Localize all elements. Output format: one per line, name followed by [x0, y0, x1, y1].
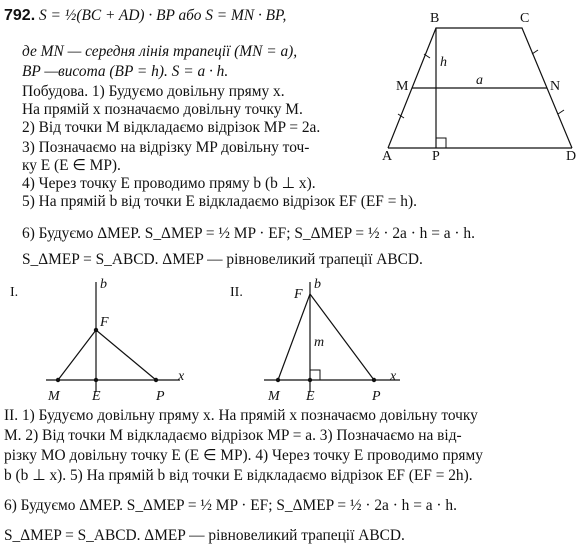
label-C: C — [520, 11, 530, 26]
label-h: h — [440, 55, 447, 70]
problem-line-6: 2) Від точки M відкладаємо відрізок MP = 2a. — [22, 119, 321, 136]
problem-line-3: BP —висота (BP = h). S = a · h. — [22, 63, 229, 80]
problem-number: 792. — [4, 7, 36, 24]
part2-line-1: II. 1) Будуємо довільну пряму x. На прямій x позначаємо довільну точку — [4, 407, 478, 424]
part2-line-5: 6) Будуємо ΔMEP. S_ΔMEP = ½ MP · EF; S_ΔMEP = ½ · 2a · h = a · h. — [4, 497, 457, 514]
fig2-m: m — [314, 335, 325, 350]
fig2-x: x — [390, 369, 397, 384]
problem-line-8: ку E (E ∈ MP). — [22, 157, 121, 174]
label-P: P — [432, 149, 440, 164]
part2-line-3: різку MO довільну точку E (E ∈ MP). 4) Через точку E проводимо пряму — [4, 447, 483, 464]
problem-line-1 — [4, 6, 286, 26]
fig1-P: P — [156, 389, 165, 404]
fig1-F: F — [100, 315, 109, 330]
fig1-E: E — [92, 389, 101, 404]
fig1-M: M — [48, 389, 60, 404]
figure-one — [10, 276, 210, 406]
fig1-b: b — [100, 277, 107, 292]
label-a: a — [476, 73, 483, 88]
problem-line-10: 5) На прямій b від точки E відкладаємо відрізок EF (EF = h). — [22, 193, 417, 210]
fig2-F: F — [294, 287, 303, 302]
label-A: A — [382, 149, 393, 164]
fig2-P: P — [372, 389, 381, 404]
problem-line-11: 6) Будуємо ΔMEP. S_ΔMEP = ½ MP · EF; S_ΔMEP = ½ · 2a · h = a · h. — [22, 225, 475, 242]
problem-line-7: 3) Позначаємо на відрізку MP довільну точ- — [22, 139, 310, 156]
part2-line-4: b (b ⊥ x). 5) На прямій b від точки E відкладаємо відрізок EF (EF = 2h). — [4, 467, 473, 484]
fig2-M: M — [268, 389, 280, 404]
problem-line-5: На прямій x позначаємо довільну точку M. — [22, 101, 303, 118]
fig1-x: x — [178, 369, 185, 384]
label-M: M — [396, 79, 409, 94]
fig2-E: E — [306, 389, 315, 404]
part2-line-2: M. 2) Від точки M відкладаємо відрізок MP = a. 3) Позначаємо на від- — [4, 427, 462, 444]
fig2-b: b — [314, 277, 321, 292]
label-D: D — [566, 149, 577, 164]
figure-two — [230, 276, 430, 406]
label-B: B — [430, 11, 440, 26]
problem-line-12: S_ΔMEP = S_ABCD. ΔMEP — рівновеликий трапеції ABCD. — [22, 251, 423, 268]
problem-line-9: 4) Через точку E проводимо пряму b (b ⊥ x). — [22, 175, 316, 192]
problem-line-4: Побудова. 1) Будуємо довільну пряму x. — [22, 83, 285, 100]
fig2-title: II. — [230, 285, 243, 300]
formula-1: S = ½(BC + AD) · BP або S = MN · BP, — [39, 7, 287, 24]
trapezoid-figure — [380, 10, 580, 164]
problem-line-2: де MN — середня лінія трапеції (MN = a), — [22, 43, 298, 60]
fig1-title: I. — [10, 285, 19, 300]
part2-line-6: S_ΔMEP = S_ABCD. ΔMEP — рівновеликий трапеції ABCD. — [4, 527, 405, 544]
label-N: N — [550, 79, 561, 94]
